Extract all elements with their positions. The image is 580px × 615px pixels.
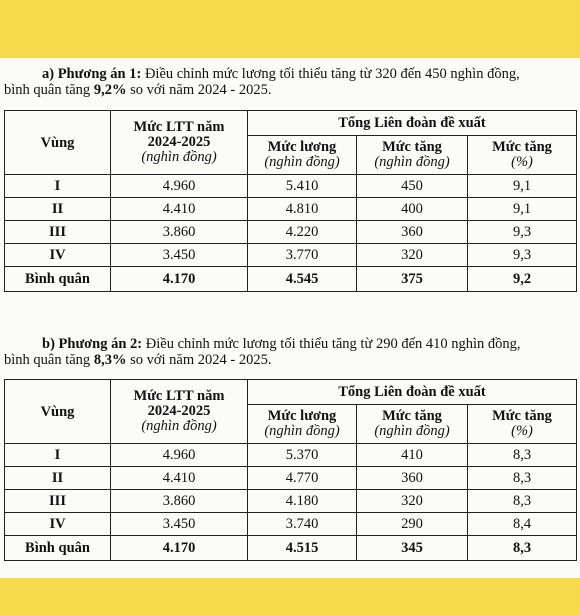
header-wage-unit: (nghìn đồng): [264, 423, 340, 439]
header-rate-label: Mức tăng: [492, 408, 552, 424]
header-increase: [357, 136, 468, 175]
cell-wage: 4.810: [248, 198, 357, 221]
table-average-row: [5, 267, 577, 292]
cell-region: II: [5, 467, 111, 490]
cell-average-wage: 4.515: [248, 536, 357, 561]
cell-base: 4.410: [111, 467, 248, 490]
cell-base: 4.960: [111, 444, 248, 467]
cell-wage: 4.220: [248, 221, 357, 244]
cell-rate: 8,3: [468, 467, 577, 490]
cell-region: IV: [5, 513, 111, 536]
table-header-row: [5, 111, 577, 136]
table-average-row: [5, 536, 577, 561]
cell-wage: 3.770: [248, 244, 357, 267]
header-base-title: Mức LTT năm: [133, 388, 225, 404]
table-row: [5, 198, 577, 221]
cell-base: 3.450: [111, 513, 248, 536]
cell-average-increase: 375: [357, 267, 468, 292]
cell-wage: 3.740: [248, 513, 357, 536]
header-rate: [468, 136, 577, 175]
header-region: Vùng: [5, 111, 111, 175]
cell-rate: 9,1: [468, 198, 577, 221]
table-row: [5, 244, 577, 267]
cell-wage: 5.370: [248, 444, 357, 467]
option-2-label: b) Phương án 2:: [42, 336, 143, 352]
table-row: [5, 513, 577, 536]
cell-average-base: 4.170: [111, 536, 248, 561]
cell-rate: 9,1: [468, 175, 577, 198]
cell-rate: 8,4: [468, 513, 577, 536]
cell-base: 3.860: [111, 490, 248, 513]
cell-region: I: [5, 444, 111, 467]
cell-rate: 9,3: [468, 221, 577, 244]
header-base-title: Mức LTT năm: [133, 119, 225, 135]
option-2-heading: [4, 336, 576, 368]
header-wage-label: Mức lương: [267, 139, 337, 155]
cell-increase: 360: [357, 221, 468, 244]
cell-wage: 5.410: [248, 175, 357, 198]
cell-wage: 4.770: [248, 467, 357, 490]
header-increase-unit: (nghìn đồng): [374, 154, 450, 170]
cell-region: II: [5, 198, 111, 221]
header-base-years: 2024-2025: [147, 403, 211, 419]
cell-increase: 400: [357, 198, 468, 221]
cell-rate: 8,3: [468, 490, 577, 513]
cell-region: IV: [5, 244, 111, 267]
option-2-line2-suffix: so với năm 2024 - 2025.: [126, 352, 272, 368]
option-1-line2-prefix: bình quân tăng: [4, 82, 94, 98]
cell-base: 3.860: [111, 221, 248, 244]
cell-base: 4.410: [111, 198, 248, 221]
header-wage: [248, 405, 357, 444]
option-2-average-rate: 8,3%: [93, 352, 127, 368]
header-base-years: 2024-2025: [147, 134, 211, 150]
header-increase-label: Mức tăng: [382, 139, 442, 155]
header-increase-label: Mức tăng: [382, 408, 442, 424]
cell-region: III: [5, 221, 111, 244]
table-row: [5, 490, 577, 513]
cell-average-label: Bình quân: [5, 267, 111, 292]
header-wage-unit: (nghìn đồng): [264, 154, 340, 170]
cell-increase: 290: [357, 513, 468, 536]
option-1-heading: [4, 66, 576, 98]
option-1-average-rate: 9,2%: [93, 82, 127, 98]
cell-increase: 410: [357, 444, 468, 467]
cell-average-wage: 4.545: [248, 267, 357, 292]
cell-average-label: Bình quân: [5, 536, 111, 561]
header-base-wage: [111, 380, 248, 444]
header-rate-label: Mức tăng: [492, 139, 552, 155]
table-row: [5, 221, 577, 244]
header-increase: [357, 405, 468, 444]
cell-increase: 450: [357, 175, 468, 198]
option-1-text: Điều chỉnh mức lương tối thiểu tăng từ 320 đến 450 nghìn đồng,: [144, 66, 520, 82]
option-2-table: [4, 379, 577, 561]
header-proposal-group: Tổng Liên đoàn đề xuất: [248, 380, 577, 405]
header-proposal-group: Tổng Liên đoàn đề xuất: [248, 111, 577, 136]
header-region: Vùng: [5, 380, 111, 444]
header-rate-unit: (%): [511, 423, 533, 439]
option-2-line2-prefix: bình quân tăng: [4, 352, 94, 368]
header-rate-unit: (%): [511, 154, 533, 170]
cell-average-base: 4.170: [111, 267, 248, 292]
cell-base: 3.450: [111, 244, 248, 267]
cell-base: 4.960: [111, 175, 248, 198]
cell-region: I: [5, 175, 111, 198]
cell-wage: 4.180: [248, 490, 357, 513]
header-increase-unit: (nghìn đồng): [374, 423, 450, 439]
option-1-line2-suffix: so với năm 2024 - 2025.: [126, 82, 272, 98]
cell-average-rate: 9,2: [468, 267, 577, 292]
table-header-row: [5, 380, 577, 405]
option-1-table: [4, 110, 577, 292]
cell-average-increase: 345: [357, 536, 468, 561]
header-base-unit: (nghìn đồng): [141, 149, 217, 165]
header-wage: [248, 136, 357, 175]
cell-region: III: [5, 490, 111, 513]
cell-average-rate: 8,3: [468, 536, 577, 561]
header-base-unit: (nghìn đồng): [141, 418, 217, 434]
cell-increase: 360: [357, 467, 468, 490]
cell-rate: 8,3: [468, 444, 577, 467]
cell-increase: 320: [357, 244, 468, 267]
table-row: [5, 467, 577, 490]
header-rate: [468, 405, 577, 444]
cell-rate: 9,3: [468, 244, 577, 267]
header-base-wage: [111, 111, 248, 175]
option-1-label: a) Phương án 1:: [42, 66, 142, 82]
table-row: [5, 444, 577, 467]
cell-increase: 320: [357, 490, 468, 513]
option-2-text: Điều chỉnh mức lương tối thiểu tăng từ 290 đến 410 nghìn đồng,: [145, 336, 521, 352]
header-wage-label: Mức lương: [267, 408, 337, 424]
table-row: [5, 175, 577, 198]
